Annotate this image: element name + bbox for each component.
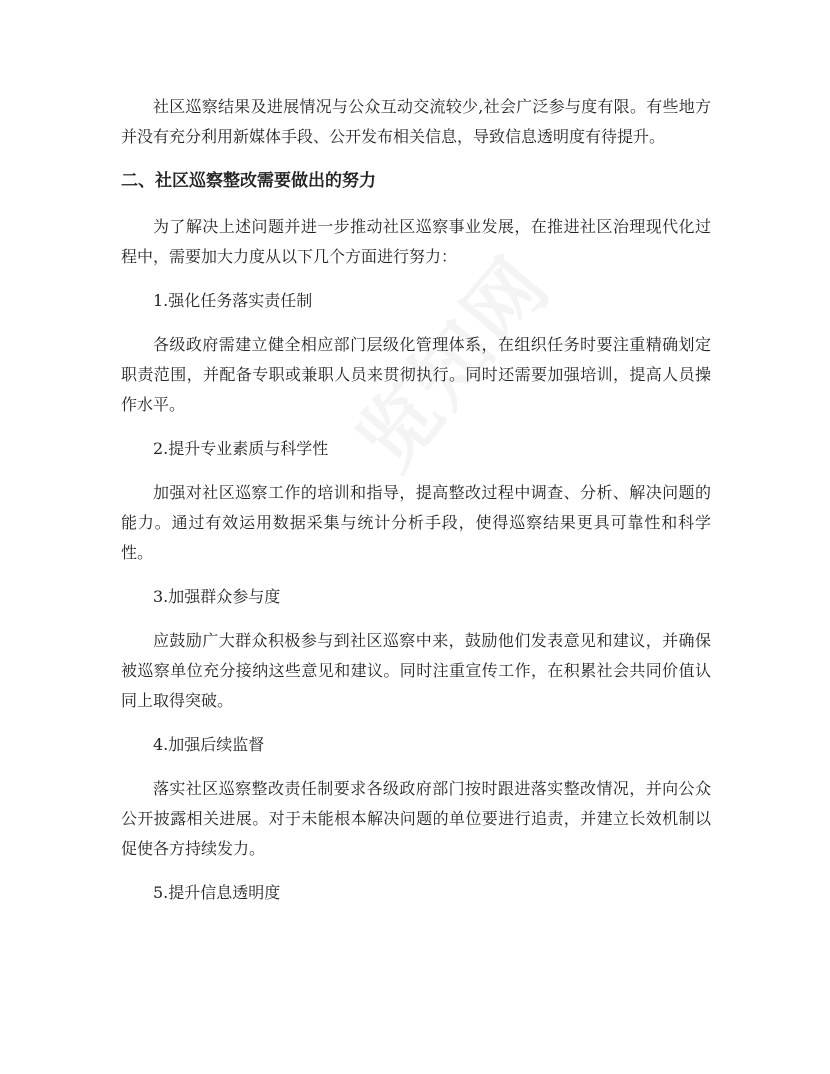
paragraph-4: 落实社区巡察整改责任制要求各级政府部门按时跟进落实整改情况，并向公众公开披露相关进展。对于未能根本解决问题的单位要进行追责，并建立长效机制以促使各方持续发力。 [121,779,711,858]
subheading-2: 2.提升专业素质与科学性 [153,439,329,458]
subheading-5: 5.提升信息透明度 [153,883,281,902]
subheading-3: 3.加强群众参与度 [153,587,281,606]
paragraph-overview: 为了解决上述问题并进一步推动社区巡察事业发展，在推进社区治理现代化过程中，需要加大力度从以下几个方面进行努力： [121,217,711,266]
paragraph-1: 各级政府需建立健全相应部门层级化管理体系，在组织任务时要注重精确划定职责范围，并配备专职或兼职人员来贯彻执行。同时还需要加强培训，提高人员操作水平。 [121,335,711,414]
paragraph-2: 加强对社区巡察工作的培训和指导，提高整改过程中调查、分析、解决问题的能力。通过有效运用数据采集与统计分析手段，使得巡察结果更具可靠性和科学性。 [121,483,711,562]
section-heading: 二、社区巡察整改需要做出的努力 [121,171,376,191]
paragraph-3: 应鼓励广大群众积极参与到社区巡察中来，鼓励他们发表意见和建议，并确保被巡察单位充分接纳这些意见和建议。同时注重宣传工作，在积累社会共同价值认同上取得突破。 [121,631,711,710]
subheading-4: 4.加强后续监督 [153,735,265,754]
subheading-1: 1.强化任务落实责任制 [153,291,313,310]
document-body [121,92,711,922]
paragraph-intro: 社区巡察结果及进展情况与公众互动交流较少,社会广泛参与度有限。有些地方并没有充分利用新媒体手段、公开发布相关信息，导致信息透明度有待提升。 [121,97,711,146]
